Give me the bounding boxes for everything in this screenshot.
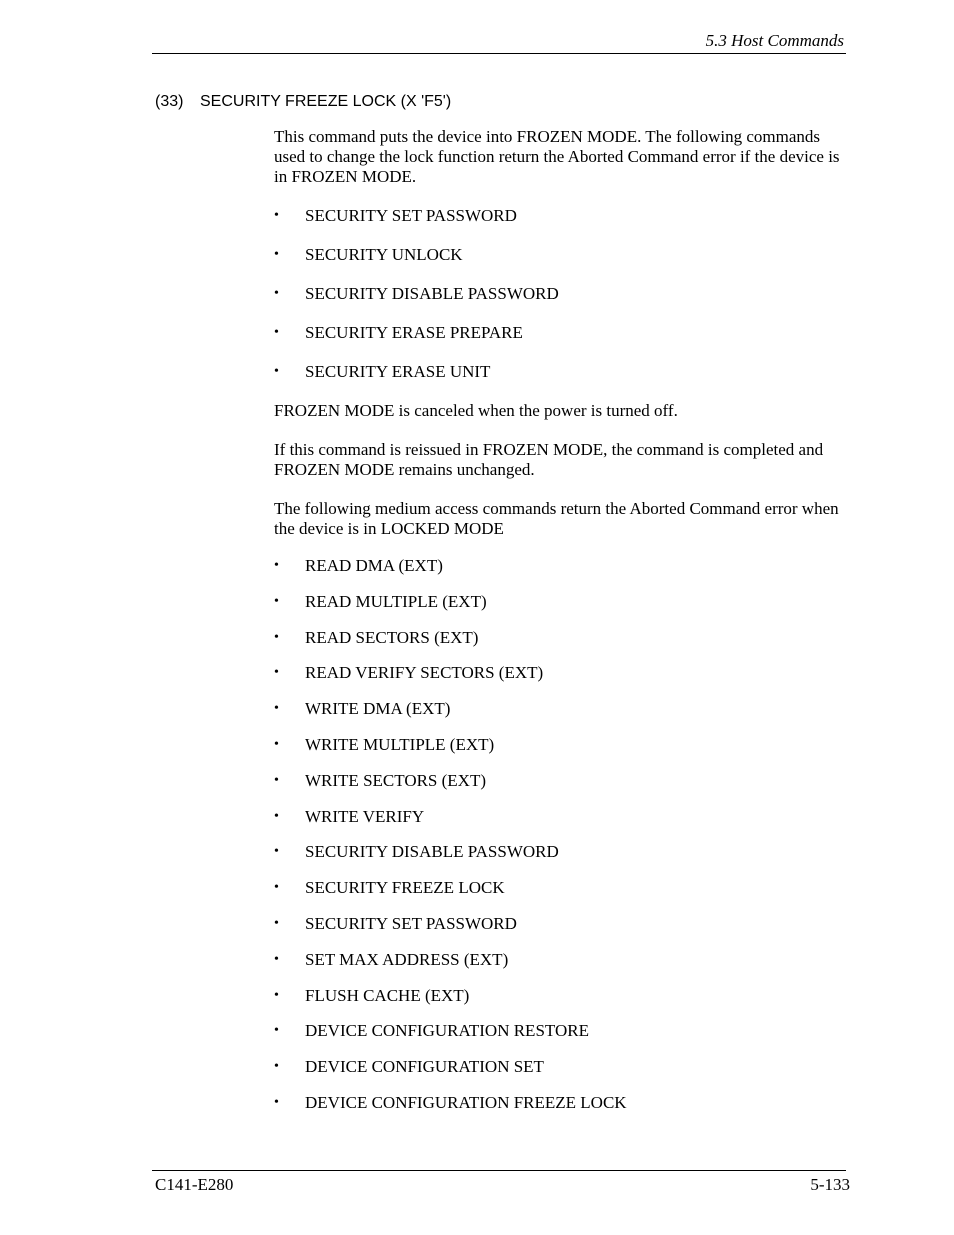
bullet-icon: • (274, 665, 279, 681)
bullet-icon: • (274, 1094, 279, 1110)
list-item-text: SECURITY SET PASSWORD (305, 206, 517, 225)
section-number: (33) (155, 93, 184, 110)
footer-rule (152, 1170, 846, 1171)
list-item-text: SECURITY UNLOCK (305, 245, 463, 264)
bullet-icon: • (274, 951, 279, 967)
section-title-text: SECURITY FREEZE LOCK (X 'F5') (200, 93, 452, 110)
list-item-text: FLUSH CACHE (EXT) (305, 985, 470, 1005)
list-item (274, 245, 840, 265)
list-item (274, 663, 840, 683)
document-number: C141-E280 (155, 1175, 234, 1194)
list-item-text: SECURITY ERASE UNIT (305, 362, 491, 381)
list-item (274, 807, 840, 827)
list-item-text: READ SECTORS (EXT) (305, 627, 479, 647)
lock-commands-list (274, 206, 840, 382)
page-number: 5-133 (810, 1175, 850, 1194)
list-item-text: READ VERIFY SECTORS (EXT) (305, 663, 544, 683)
list-item (274, 206, 840, 226)
header-rule (152, 53, 846, 54)
bullet-icon: • (274, 701, 279, 717)
list-item-text: WRITE MULTIPLE (EXT) (305, 734, 495, 754)
list-item (274, 628, 840, 648)
bullet-icon: • (274, 880, 279, 896)
list-item (274, 1021, 840, 1041)
medium-access-paragraph: The following medium access commands return the Aborted Command error when the device is in LOCKED MODE (274, 499, 839, 538)
list-item (274, 699, 840, 719)
list-item (274, 1057, 840, 1077)
list-item-text: SET MAX ADDRESS (EXT) (305, 949, 509, 969)
bullet-icon: • (274, 593, 279, 609)
list-item-text: READ DMA (EXT) (305, 556, 443, 575)
bullet-icon: • (274, 364, 279, 379)
list-item (274, 771, 840, 791)
bullet-icon: • (274, 558, 279, 573)
bullet-icon: • (274, 286, 279, 301)
list-item (274, 735, 840, 755)
bullet-icon: • (274, 844, 279, 860)
medium-commands-list (274, 556, 840, 1113)
list-item (274, 323, 840, 343)
list-item-text: WRITE SECTORS (EXT) (305, 770, 487, 790)
list-item (274, 842, 840, 862)
list-item (274, 284, 840, 304)
list-item-text: DEVICE CONFIGURATION SET (305, 1057, 544, 1077)
list-item (274, 986, 840, 1006)
canceled-paragraph: FROZEN MODE is canceled when the power is turned off. (274, 401, 678, 420)
bullet-icon: • (274, 736, 279, 752)
section-title (155, 93, 451, 111)
bullet-icon: • (274, 987, 279, 1003)
list-item (274, 950, 840, 970)
bullet-icon: • (274, 772, 279, 788)
reissued-paragraph: If this command is reissued in FROZEN MODE, the command is completed and FROZEN MODE remains unchanged. (274, 440, 824, 479)
list-item-text: DEVICE CONFIGURATION FREEZE LOCK (305, 1092, 627, 1112)
list-item (274, 1093, 840, 1113)
list-item (274, 592, 840, 612)
list-item-text: SECURITY DISABLE PASSWORD (305, 842, 559, 862)
list-item-text: SECURITY ERASE PREPARE (305, 323, 523, 342)
running-head: 5.3 Host Commands (705, 31, 844, 50)
bullet-icon: • (274, 808, 279, 824)
bullet-icon: • (274, 1059, 279, 1075)
bullet-icon: • (274, 1023, 279, 1039)
section-body (274, 127, 840, 1129)
bullet-icon: • (274, 247, 279, 262)
list-item (274, 914, 840, 934)
list-item-text: WRITE DMA (EXT) (305, 699, 451, 719)
list-item-text: READ MULTIPLE (EXT) (305, 591, 487, 611)
list-item-text: DEVICE CONFIGURATION RESTORE (305, 1021, 589, 1041)
bullet-icon: • (274, 629, 279, 645)
list-item (274, 362, 840, 382)
list-item-text: SECURITY SET PASSWORD (305, 913, 517, 933)
list-item-text: WRITE VERIFY (305, 806, 425, 826)
list-item (274, 556, 840, 576)
bullet-icon: • (274, 208, 279, 223)
bullet-icon: • (274, 915, 279, 931)
list-item-text: SECURITY FREEZE LOCK (305, 878, 505, 898)
list-item-text: SECURITY DISABLE PASSWORD (305, 284, 559, 303)
list-item (274, 878, 840, 898)
intro-paragraph: This command puts the device into FROZEN MODE. The following commands used to change the lock function return the Aborted Command error if the device is in FROZEN MODE. (274, 127, 840, 186)
bullet-icon: • (274, 325, 279, 340)
